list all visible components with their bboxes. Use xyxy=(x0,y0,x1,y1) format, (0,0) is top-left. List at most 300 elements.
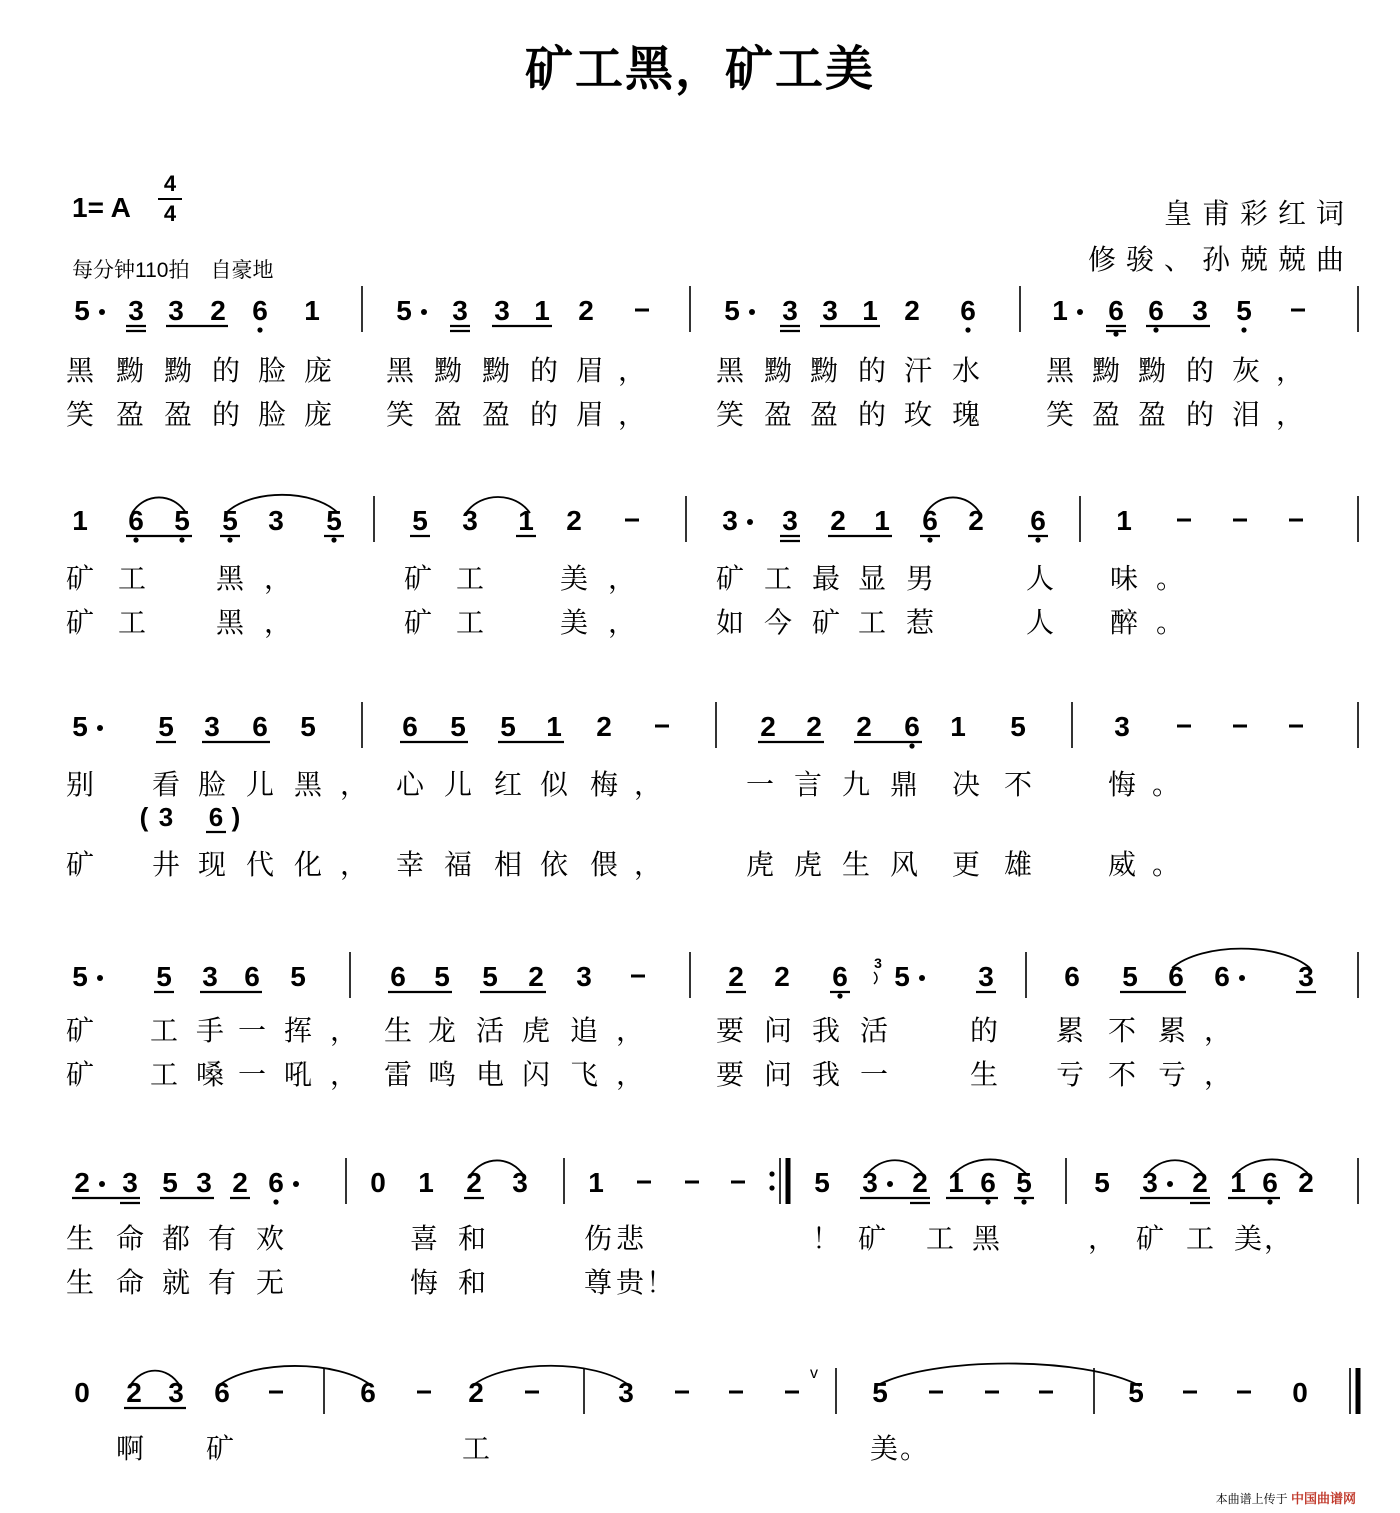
lyric-char: 矿 xyxy=(811,606,841,639)
lyric-char: 的 xyxy=(1185,354,1215,387)
lyric-char: 黝 xyxy=(481,354,511,387)
lyric-char: 活 xyxy=(859,1014,889,1047)
lyric-char: 问 xyxy=(763,1058,793,1091)
repeat-dot xyxy=(769,1185,774,1190)
lyric-char: 红 xyxy=(493,768,523,801)
note: 6 xyxy=(360,1377,376,1408)
lyric-char: ， xyxy=(617,354,647,387)
lyric-char: 决 xyxy=(951,768,981,801)
lyric-char: 盈 xyxy=(115,398,145,431)
note: 5 xyxy=(222,505,238,536)
note: 3 xyxy=(822,295,838,326)
low-octave-dot xyxy=(1153,327,1158,332)
augmentation-dot xyxy=(887,1181,893,1187)
note: 2 xyxy=(728,961,744,992)
lyric-char: 虎 xyxy=(793,848,823,881)
lyric-char: 挥 xyxy=(283,1014,313,1047)
lyric-char: 生 xyxy=(65,1266,95,1299)
note: 5 xyxy=(74,295,90,326)
slur xyxy=(876,1364,1140,1387)
lyric-char: 盈 xyxy=(763,398,793,431)
note: 3 xyxy=(452,295,468,326)
lyric-char: 尊 xyxy=(583,1266,613,1299)
slur xyxy=(218,1366,372,1386)
lyric-char: 。 xyxy=(1155,562,1185,595)
note: 6 xyxy=(832,961,848,992)
grace-slur xyxy=(874,972,877,984)
note: 1 xyxy=(874,505,890,536)
alternate-note: ) xyxy=(231,802,241,832)
note: 3 xyxy=(202,961,218,992)
note: 2 xyxy=(912,1167,928,1198)
lyric-char: 最 xyxy=(811,562,841,595)
lyric-char: 人 xyxy=(1025,606,1055,639)
lyric-char: ， xyxy=(617,398,647,431)
lyric-char: 工 xyxy=(455,562,485,595)
note: 2 xyxy=(856,711,872,742)
note: 6 xyxy=(1108,295,1124,326)
note: 2 xyxy=(904,295,920,326)
note: 2 xyxy=(596,711,612,742)
lyric-char: 化 xyxy=(293,848,323,881)
lyric-char: 一 xyxy=(745,768,775,801)
lyric-char: 黑 xyxy=(215,606,245,639)
lyric-char: 贵 xyxy=(615,1266,645,1299)
lyric-char: 命 xyxy=(115,1222,145,1255)
note: 2 xyxy=(468,1377,484,1408)
lyric-char: 生 xyxy=(65,1222,95,1255)
lyric-char: 雄 xyxy=(1003,848,1033,881)
augmentation-dot xyxy=(99,309,105,315)
note: 6 xyxy=(960,295,976,326)
lyric-char: 欢 xyxy=(255,1222,285,1255)
low-octave-dot xyxy=(1241,327,1246,332)
lyric-char: 别 xyxy=(65,768,95,801)
lyric-char: 工 xyxy=(461,1432,491,1465)
lyric-char: 脸 xyxy=(257,354,287,387)
note: 3 xyxy=(782,295,798,326)
lyric-char: 矿 xyxy=(715,562,745,595)
lyric-char: 笑 xyxy=(65,398,95,431)
note: 5 xyxy=(814,1167,830,1198)
note: 1 xyxy=(518,505,534,536)
note: 5 xyxy=(72,961,88,992)
note: 6 xyxy=(390,961,406,992)
augmentation-dot xyxy=(1077,309,1083,315)
lyric-char: ， xyxy=(263,606,293,639)
lyric-char: 黑 xyxy=(385,354,415,387)
lyric-char: 工 xyxy=(117,562,147,595)
note: 5 xyxy=(1128,1377,1144,1408)
low-octave-dot xyxy=(1021,1199,1026,1204)
lyric-char: 一 xyxy=(859,1058,889,1091)
lyric-char: 有 xyxy=(207,1266,237,1299)
note: 1 xyxy=(1230,1167,1246,1198)
lyric-char: 我 xyxy=(811,1014,841,1047)
lyric-char: 矿 xyxy=(65,1014,95,1047)
note: 5 xyxy=(1122,961,1138,992)
lyric-char: ， xyxy=(615,1014,645,1047)
lyric-char: 悔 xyxy=(409,1266,439,1299)
lyric-char: 工 xyxy=(1185,1222,1215,1255)
note: 6 xyxy=(268,1167,284,1198)
note: 5 xyxy=(72,711,88,742)
low-octave-dot xyxy=(1035,537,1040,542)
lyric-char: 矿 xyxy=(65,1058,95,1091)
lyric-char: ， xyxy=(633,848,663,881)
lyric-char: 悲 xyxy=(615,1222,645,1255)
note: 3 xyxy=(1142,1167,1158,1198)
note: 2 xyxy=(566,505,582,536)
composer-credit: 修骏、孙兢兢曲 xyxy=(1087,243,1354,276)
lyric-char: 龙 xyxy=(427,1014,457,1047)
lyric-char: 心 xyxy=(395,768,425,801)
note: 2 xyxy=(1298,1167,1314,1198)
note: 0 xyxy=(74,1377,90,1408)
lyric-char: 如 xyxy=(715,606,745,639)
alternate-note: 6 xyxy=(208,802,224,832)
lyric-char: 瑰 xyxy=(951,398,981,431)
note: 2 xyxy=(774,961,790,992)
lyric-char: 矿 xyxy=(65,606,95,639)
augmentation-dot xyxy=(97,725,103,731)
lyric-char: 矿 xyxy=(205,1432,235,1465)
note: 5 xyxy=(1016,1167,1032,1198)
lyric-char: 现 xyxy=(197,848,227,881)
lyricist-credit: 皇甫彩红词 xyxy=(1163,197,1354,230)
breath-mark: v xyxy=(810,1365,818,1382)
note: 2 xyxy=(466,1167,482,1198)
lyric-char: 更 xyxy=(951,848,981,881)
lyric-char: ， xyxy=(1275,398,1305,431)
lyric-char: 黑 xyxy=(715,354,745,387)
augmentation-dot xyxy=(421,309,427,315)
lyric-char: 盈 xyxy=(163,398,193,431)
lyric-char: 不 xyxy=(1003,768,1033,801)
augmentation-dot xyxy=(97,975,103,981)
lyric-char: ， xyxy=(633,768,663,801)
note: 6 xyxy=(1148,295,1164,326)
note: 3 xyxy=(512,1167,528,1198)
note: 3 xyxy=(122,1167,138,1198)
note: 1 xyxy=(72,505,88,536)
lyric-char: 的 xyxy=(211,398,241,431)
lyric-char: 吼 xyxy=(283,1058,313,1091)
lyric-char: 虎 xyxy=(745,848,775,881)
lyric-char: 喜 xyxy=(409,1222,439,1255)
note: 3 xyxy=(1114,711,1130,742)
lyric-char: 。 xyxy=(899,1432,929,1465)
note: 3 xyxy=(204,711,220,742)
lyric-char: 盈 xyxy=(809,398,839,431)
low-octave-dot xyxy=(927,537,932,542)
note: 2 xyxy=(74,1167,90,1198)
lyric-char: 梅 xyxy=(589,768,619,801)
lyric-char: 水 xyxy=(951,354,981,387)
note: 5 xyxy=(434,961,450,992)
lyric-char: 。 xyxy=(1151,848,1181,881)
note: 5 xyxy=(1236,295,1252,326)
lyric-char: 九 xyxy=(841,768,871,801)
lyric-char: 盈 xyxy=(433,398,463,431)
lyric-char: 工 xyxy=(117,606,147,639)
lyric-char: 电 xyxy=(475,1058,505,1091)
lyric-char: 命 xyxy=(115,1266,145,1299)
lyric-char: ， xyxy=(615,1058,645,1091)
augmentation-dot xyxy=(919,975,925,981)
note: 6 xyxy=(252,711,268,742)
time-signature-top: 4 xyxy=(163,171,177,196)
lyric-char: 美 xyxy=(559,606,589,639)
tempo-marking: 每分钟110拍 自豪地 xyxy=(72,259,274,282)
repeat-dot xyxy=(769,1171,774,1176)
note: 2 xyxy=(578,295,594,326)
note: 3 xyxy=(494,295,510,326)
note: 1 xyxy=(546,711,562,742)
note: 1 xyxy=(950,711,966,742)
lyric-char: 活 xyxy=(475,1014,505,1047)
footer-credit xyxy=(1216,1488,1356,1507)
alternate-note: 3 xyxy=(158,802,174,832)
lyric-char: 虎 xyxy=(521,1014,551,1047)
low-octave-dot xyxy=(909,743,914,748)
lyric-char: 和 xyxy=(457,1222,487,1255)
lyric-char: 黝 xyxy=(115,354,145,387)
lyric-char: 生 xyxy=(841,848,871,881)
note: 6 xyxy=(904,711,920,742)
lyric-char: 不 xyxy=(1107,1058,1137,1091)
low-octave-dot xyxy=(837,993,842,998)
lyric-char: 眉 xyxy=(575,354,605,387)
lyric-char: 亏 xyxy=(1055,1058,1085,1091)
note: 3 xyxy=(268,505,284,536)
lyric-char: 惹 xyxy=(905,606,935,639)
lyric-char: 矿 xyxy=(65,848,95,881)
lyric-char: 盈 xyxy=(1091,398,1121,431)
lyric-char: 黝 xyxy=(433,354,463,387)
note: 2 xyxy=(1192,1167,1208,1198)
lyric-char: 。 xyxy=(1151,768,1181,801)
low-octave-dot xyxy=(985,1199,990,1204)
lyric-char: 泪 xyxy=(1231,398,1261,431)
lyric-char: 井 xyxy=(151,848,181,881)
lyric-char: 的 xyxy=(857,398,887,431)
low-octave-dot xyxy=(1113,331,1118,336)
lyric-char: 追 xyxy=(569,1014,599,1047)
lyric-char: 我 xyxy=(811,1058,841,1091)
lyric-char: 儿 xyxy=(443,768,473,801)
note: 5 xyxy=(872,1377,888,1408)
lyric-char: 代 xyxy=(245,848,275,881)
lyric-char: 盈 xyxy=(481,398,511,431)
note: 5 xyxy=(290,961,306,992)
note: 5 xyxy=(724,295,740,326)
key-signature: 1= A xyxy=(72,192,131,223)
lyric-char: 工 xyxy=(925,1222,955,1255)
note: 1 xyxy=(862,295,878,326)
note: 5 xyxy=(158,711,174,742)
note: 3 xyxy=(168,1377,184,1408)
note: 1 xyxy=(534,295,550,326)
lyric-char: 言 xyxy=(793,768,823,801)
lyric-char: 嗓 xyxy=(195,1058,225,1091)
note: 2 xyxy=(806,711,822,742)
lyric-char: 男 xyxy=(905,562,935,595)
note: 6 xyxy=(1030,505,1046,536)
augmentation-dot xyxy=(99,1181,105,1187)
note: 5 xyxy=(1094,1167,1110,1198)
note: 5 xyxy=(412,505,428,536)
note: 2 xyxy=(760,711,776,742)
lyric-char: 醉 xyxy=(1109,606,1139,639)
lyric-char: 幸 xyxy=(395,848,425,881)
augmentation-dot xyxy=(293,1181,299,1187)
lyric-char: 黝 xyxy=(809,354,839,387)
lyric-char: 雷 xyxy=(383,1058,413,1091)
lyric-char: ！ xyxy=(645,1266,675,1299)
slur xyxy=(1172,949,1310,968)
lyric-char: 要 xyxy=(715,1014,745,1047)
note: 1 xyxy=(1052,295,1068,326)
lyric-char: 一 xyxy=(237,1014,267,1047)
lyric-char: 有 xyxy=(207,1222,237,1255)
note: 6 xyxy=(402,711,418,742)
note: 2 xyxy=(968,505,984,536)
lyric-char: 生 xyxy=(383,1014,413,1047)
note: 6 xyxy=(1168,961,1184,992)
augmentation-dot xyxy=(1239,975,1245,981)
lyric-char: ！ xyxy=(811,1222,841,1255)
lyric-char: 的 xyxy=(211,354,241,387)
note: 1 xyxy=(948,1167,964,1198)
lyric-char: 福 xyxy=(443,848,473,881)
low-octave-dot xyxy=(227,537,232,542)
note: 2 xyxy=(232,1167,248,1198)
lyric-char: 笑 xyxy=(715,398,745,431)
lyric-char: ， xyxy=(339,768,369,801)
lyric-char: 黑 xyxy=(293,768,323,801)
note: 5 xyxy=(174,505,190,536)
lyric-char: 黝 xyxy=(1091,354,1121,387)
low-octave-dot xyxy=(331,537,336,542)
alternate-note: ( xyxy=(139,802,149,832)
augmentation-dot xyxy=(1167,1181,1173,1187)
lyric-char: 都 xyxy=(161,1222,191,1255)
lyric-char: 黝 xyxy=(1137,354,1167,387)
lyric-char: 手 xyxy=(195,1014,225,1047)
note: 1 xyxy=(1116,505,1132,536)
lyric-char: 玫 xyxy=(903,398,933,431)
lyric-char: 不 xyxy=(1107,1014,1137,1047)
lyric-char: 矿 xyxy=(1135,1222,1165,1255)
lyric-char: ， xyxy=(607,606,637,639)
lyric-char: 偎 xyxy=(589,848,619,881)
lyric-char: 就 xyxy=(161,1266,191,1299)
lyric-char: 今 xyxy=(763,606,793,639)
lyric-char: 显 xyxy=(857,562,887,595)
note: 6 xyxy=(1214,961,1230,992)
note: 3 xyxy=(1298,961,1314,992)
note: 2 xyxy=(830,505,846,536)
note: 6 xyxy=(214,1377,230,1408)
note: 3 xyxy=(1192,295,1208,326)
slur xyxy=(472,1366,630,1386)
lyric-char: 工 xyxy=(149,1058,179,1091)
lyric-char: 脸 xyxy=(197,768,227,801)
low-octave-dot xyxy=(1267,1199,1272,1204)
lyric-char: 的 xyxy=(529,354,559,387)
low-octave-dot xyxy=(179,537,184,542)
low-octave-dot xyxy=(133,537,138,542)
note: 5 xyxy=(450,711,466,742)
lyric-char: 黑 xyxy=(971,1222,1001,1255)
note: 1 xyxy=(418,1167,434,1198)
lyric-char: 美 xyxy=(1233,1222,1263,1255)
note: 5 xyxy=(300,711,316,742)
low-octave-dot xyxy=(257,327,262,332)
note: 3 xyxy=(196,1167,212,1198)
footer-prefix: 本曲谱上传于 xyxy=(1215,1492,1288,1506)
lyric-char: 相 xyxy=(493,848,523,881)
lyric-char: 汗 xyxy=(903,354,933,387)
lyric-char: 工 xyxy=(149,1014,179,1047)
note: 5 xyxy=(894,961,910,992)
lyric-char: 和 xyxy=(457,1266,487,1299)
lyric-char: 矿 xyxy=(857,1222,887,1255)
lyric-char: ， xyxy=(1087,1222,1117,1255)
note: 5 xyxy=(500,711,516,742)
lyric-char: 黑 xyxy=(65,354,95,387)
lyric-char: 看 xyxy=(151,768,181,801)
augmentation-dot xyxy=(749,309,755,315)
low-octave-dot xyxy=(273,1199,278,1204)
note: 0 xyxy=(1292,1377,1308,1408)
note: 3 xyxy=(782,505,798,536)
note: 3 xyxy=(722,505,738,536)
note: 3 xyxy=(128,295,144,326)
note: 5 xyxy=(156,961,172,992)
lyric-char: 累 xyxy=(1157,1014,1187,1047)
lyric-char: 一 xyxy=(237,1058,267,1091)
lyric-char: 闪 xyxy=(521,1058,551,1091)
lyric-char: 工 xyxy=(455,606,485,639)
lyric-char: 眉 xyxy=(575,398,605,431)
lyric-char: 味 xyxy=(1109,562,1139,595)
time-signature-bottom: 4 xyxy=(163,201,177,226)
lyric-char: 脸 xyxy=(257,398,287,431)
lyric-char: 的 xyxy=(1185,398,1215,431)
note: 6 xyxy=(1262,1167,1278,1198)
lyric-char: 伤 xyxy=(583,1222,613,1255)
lyric-char: 矿 xyxy=(65,562,95,595)
lyric-char: 笑 xyxy=(1045,398,1075,431)
grace-note: 3 xyxy=(874,955,882,971)
lyric-char: 黝 xyxy=(763,354,793,387)
lyric-char: 问 xyxy=(763,1014,793,1047)
note: 5 xyxy=(396,295,412,326)
augmentation-dot xyxy=(747,519,753,525)
lyric-char: 庞 xyxy=(303,398,333,431)
note: 6 xyxy=(252,295,268,326)
lyric-char: 工 xyxy=(857,606,887,639)
note: 6 xyxy=(1064,961,1080,992)
site-logo[interactable]: 中国曲谱网 xyxy=(1290,1491,1356,1506)
note: 3 xyxy=(576,961,592,992)
lyric-char: ， xyxy=(263,562,293,595)
note: 3 xyxy=(462,505,478,536)
lyric-char: 矿 xyxy=(403,562,433,595)
note: 5 xyxy=(482,961,498,992)
